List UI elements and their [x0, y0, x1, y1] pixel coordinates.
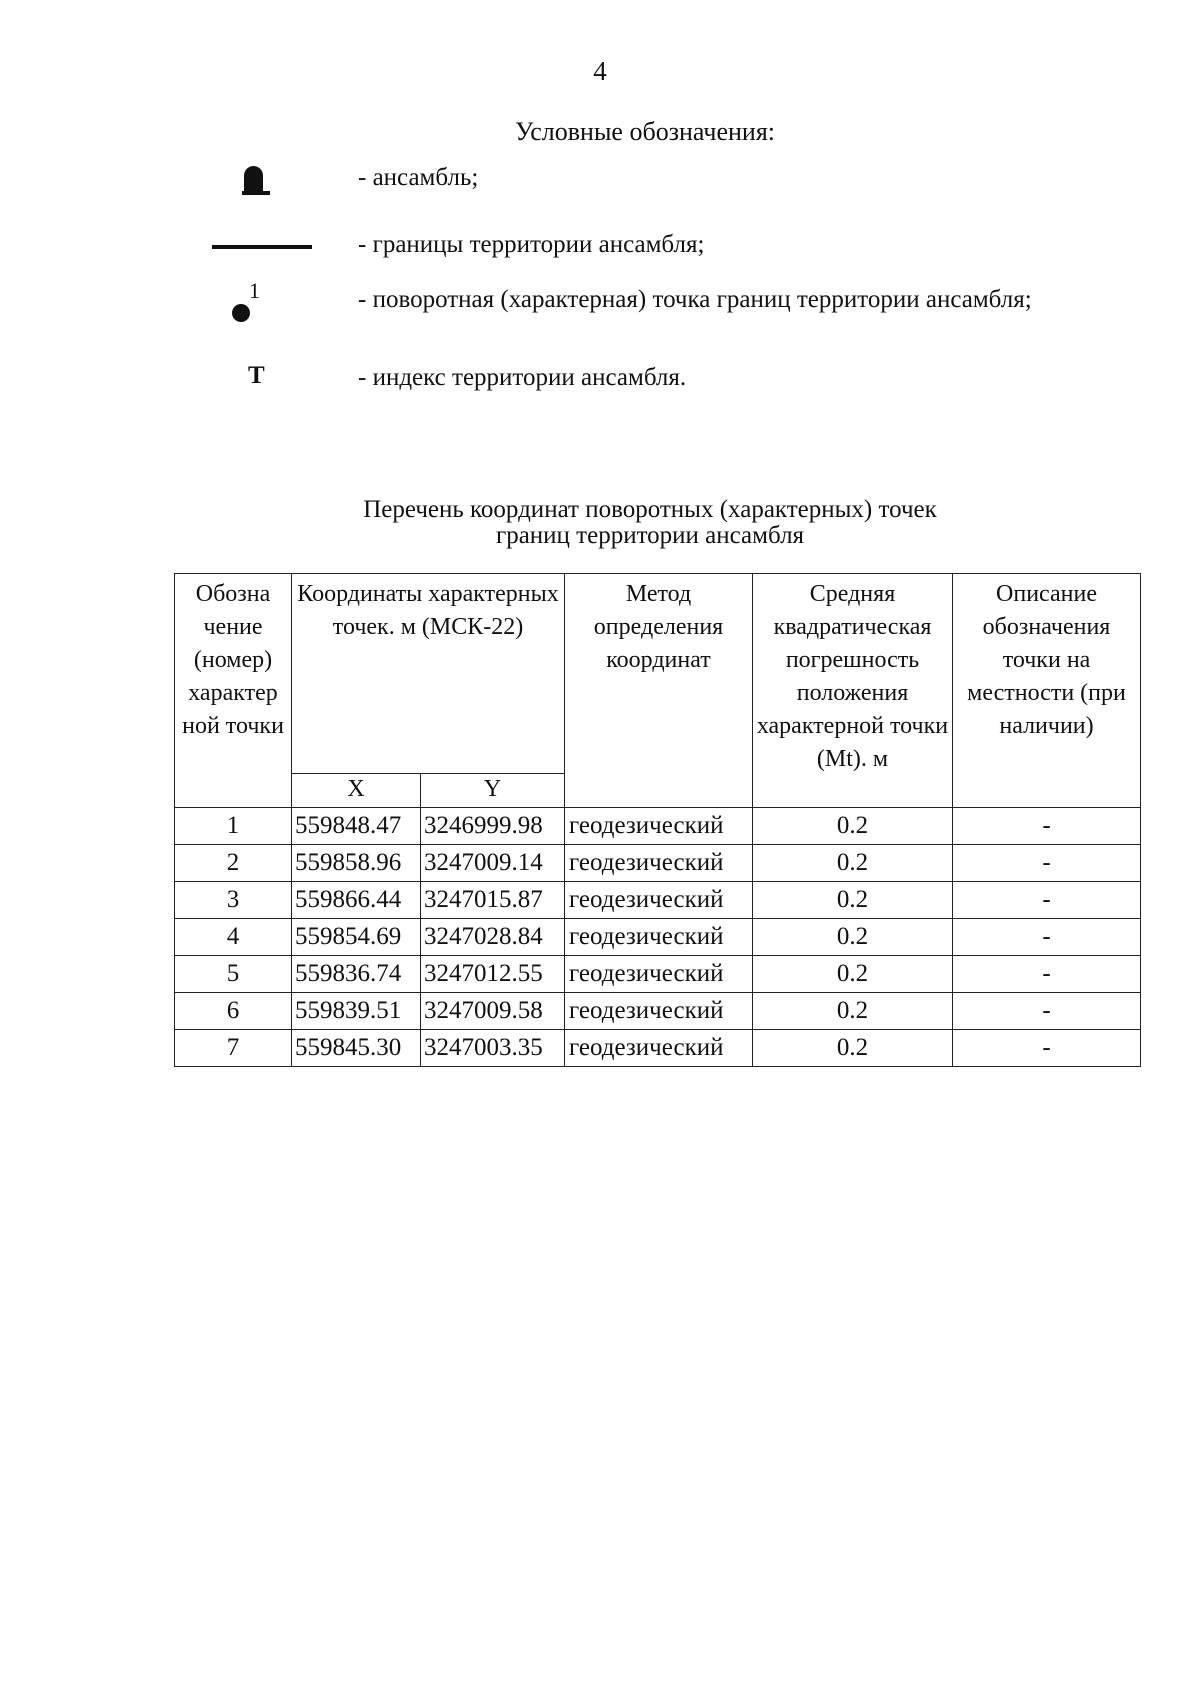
cell-x: 559858.96	[292, 845, 421, 882]
cell-x: 559854.69	[292, 919, 421, 956]
cell-y: 3247009.58	[421, 993, 565, 1030]
header-designation: Обозна чение (номер) характер ной точки	[175, 574, 292, 808]
table-row	[175, 882, 1141, 919]
cell-y: 3247003.35	[421, 1030, 565, 1067]
cell-y: 3247015.87	[421, 882, 565, 919]
cell-method: геодезический	[565, 808, 753, 845]
cell-point-number: 7	[175, 1030, 292, 1067]
cell-description: -	[953, 845, 1141, 882]
cell-method: геодезический	[565, 1030, 753, 1067]
cell-error: 0.2	[753, 919, 953, 956]
cell-y: 3247012.55	[421, 956, 565, 993]
cell-error: 0.2	[753, 808, 953, 845]
page-number: 4	[593, 56, 607, 86]
cell-error: 0.2	[753, 1030, 953, 1067]
cell-error: 0.2	[753, 845, 953, 882]
cell-error: 0.2	[753, 956, 953, 993]
cell-method: геодезический	[565, 956, 753, 993]
legend-item-text: - ансамбль;	[358, 164, 479, 191]
cell-point-number: 4	[175, 919, 292, 956]
table-row	[175, 1030, 1141, 1067]
cell-description: -	[953, 882, 1141, 919]
header-coordinates: Координаты характерных точек. м (МСК-22)	[292, 574, 565, 774]
cell-point-number: 1	[175, 808, 292, 845]
cell-x: 559839.51	[292, 993, 421, 1030]
cell-x: 559848.47	[292, 808, 421, 845]
table-row	[175, 956, 1141, 993]
cell-method: геодезический	[565, 845, 753, 882]
header-y: Y	[421, 774, 565, 808]
table-row	[175, 919, 1141, 956]
header-method: Метод определения координат	[565, 574, 753, 808]
table-row	[175, 845, 1141, 882]
header-description: Описание обозначения точки на местности (при наличии)	[953, 574, 1141, 808]
table-title	[0, 497, 1200, 549]
cell-description: -	[953, 1030, 1141, 1067]
cell-point-number: 2	[175, 845, 292, 882]
cell-method: геодезический	[565, 993, 753, 1030]
cell-point-number: 5	[175, 956, 292, 993]
cell-x: 559845.30	[292, 1030, 421, 1067]
legend-item-text: - индекс территории ансамбля.	[358, 364, 687, 391]
cell-error: 0.2	[753, 882, 953, 919]
header-error: Средняя квадратическая погрешность положения характерной точки (Mt). м	[753, 574, 953, 808]
table-row	[175, 808, 1141, 845]
cell-error: 0.2	[753, 993, 953, 1030]
legend-item-text: - поворотная (характерная) точка границ территории ансамбля;	[358, 286, 1032, 313]
cell-x: 559836.74	[292, 956, 421, 993]
cell-description: -	[953, 919, 1141, 956]
cell-y: 3247009.14	[421, 845, 565, 882]
cell-method: геодезический	[565, 882, 753, 919]
table-row	[175, 993, 1141, 1030]
turning-point-label: 1	[249, 278, 260, 303]
index-t-label: Т	[248, 362, 265, 389]
cell-description: -	[953, 808, 1141, 845]
cell-point-number: 6	[175, 993, 292, 1030]
header-x: X	[292, 774, 421, 808]
cell-y: 3246999.98	[421, 808, 565, 845]
table-title-line1: Перечень координат поворотных (характерных) точек	[363, 496, 937, 523]
cell-x: 559866.44	[292, 882, 421, 919]
table-title-line2: границ территории ансамбля	[495, 522, 805, 549]
coordinates-table	[174, 573, 1141, 1067]
cell-point-number: 3	[175, 882, 292, 919]
cell-y: 3247028.84	[421, 919, 565, 956]
legend-item-text: - границы территории ансамбля;	[358, 231, 705, 258]
cell-description: -	[953, 956, 1141, 993]
cell-description: -	[953, 993, 1141, 1030]
legend-title: Условные обозначения:	[514, 117, 776, 146]
cell-method: геодезический	[565, 919, 753, 956]
